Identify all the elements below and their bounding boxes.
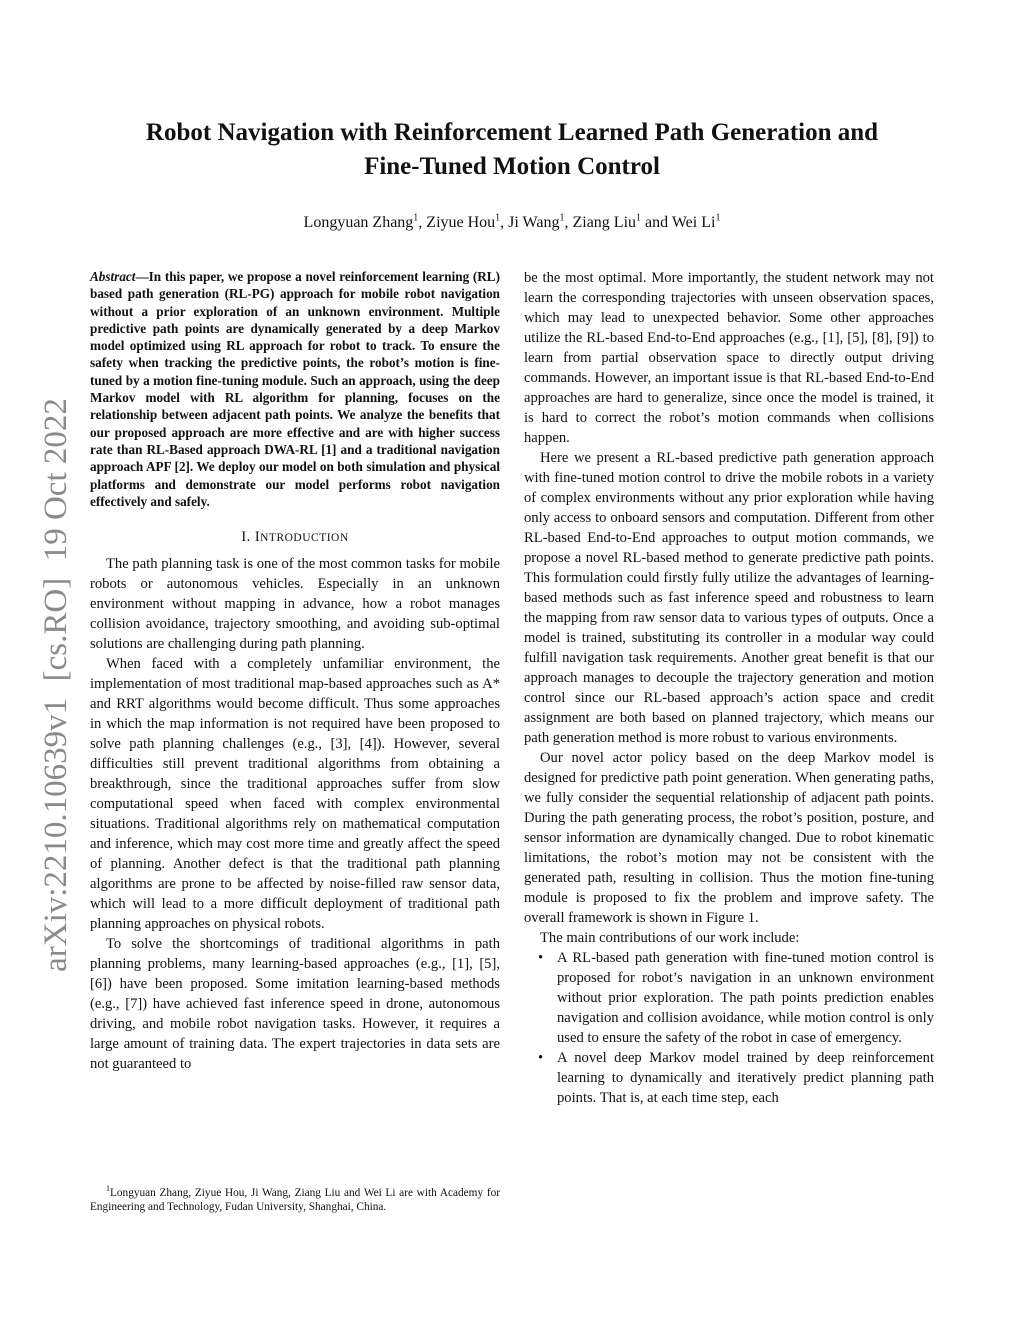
paper-title [80, 116, 944, 184]
title-line-2: Fine-Tuned Motion Control [364, 153, 660, 180]
abstract-label: Abstract [90, 269, 136, 284]
contributions-list [524, 948, 934, 1108]
paragraph: The path planning task is one of the most common tasks for mobile robots or autonomous vehicles. Especially in an unknown environment without mapping in advance, how a robot manages collision avoidance, trajectory smoothing, and avoiding sub-optimal solutions are challenging during path planning. [90, 556, 500, 653]
left-column [90, 268, 500, 1074]
paragraph: Here we present a RL-based predictive path generation approach with fine-tuned motion control to drive the mobile robots in a variety of complex environments without any prior exploration while having only access to onboard sensors and computation. Different from other RL-based End-to-End approaches to output motion commands, we propose a novel RL-based method to generate predictive path points. This formulation could firstly fully utilize the advantages of learning-based methods such as fast inference speed and robustness to learn the mapping from raw sensor data to various types of outputs. Once a model is trained, substituting its controller in a modular way could fulfill navigation task requirements. Another great benefit is that our approach manages to decouple the trajectory generation and motion control since our RL-based approach’s action space and credit assignment are both based on planned trajectory, which means our path generation method is more robust to various environments. [524, 450, 934, 746]
author: Ziyue Hou$^1$, [426, 213, 509, 232]
paragraph: When faced with a completely unfamiliar environment, the implementation of most traditional map-based approaches such as A* and RRT algorithms would become difficult. Thus some approaches in which the map information is not required have been proposed to solve path planning challenges (e.g., [3], [4]). However, several difficulties still prevent traditional algorithms from obtaining a breakthrough, since the traditional approaches suffer from slow computational speed when faced with complex environmental situations. Traditional algorithms rely on mathematical computation and inference, which may cost more time and greatly affect the speed of planning. Another defect is that the traditional path planning algorithms are prone to be affected by noise-filled raw sensor data, which will lead to a more difficult deployment of traditional path planning approaches on physical robots. [90, 656, 500, 933]
author: Ji Wang$^1$, [508, 213, 573, 232]
paragraph: Our novel actor policy based on the deep Markov model is designed for predictive path point generation. When generating paths, we fully consider the sequential relationship of adjacent path points. During the path generating process, the robot’s position, posture, and sensor information are dynamically changed. Due to robot kinematic limitations, the robot’s motion may not be consistent with the generated path, resulting in collision. Thus the motion fine-tuning module is proposed to fix the problem and improve safety. The overall framework is shown in Figure 1. [524, 750, 934, 926]
paragraph: be the most optimal. More importantly, the student network may not learn the corresponding trajectories with unseen observation spaces, which may lead to unexpected behavior. Some other approaches utilize the RL-based End-to-End approaches (e.g., [1], [5], [8], [9]) to learn from partial observation space to directly output driving commands. However, an important issue is that RL-based End-to-End approaches are hard to generalize, since once the model is trained, it is hard to correct the robot’s motion commands when collisions happen. [524, 270, 934, 446]
affiliation-footnote: $^1$Longyuan Zhang, Ziyue Hou, Ji Wang, Ziang Liu and Wei Li are with Academy for Engineering and Technology, Fudan University, Shanghai, China. [90, 1184, 500, 1214]
title-line-1: Robot Navigation with Reinforcement Learned Path Generation and [145, 119, 879, 146]
bullet-icon: • [538, 950, 544, 966]
author: Longyuan Zhang$^1$, [303, 213, 427, 232]
section-heading-introduction: I. INTRODUCTION [241, 529, 349, 546]
paragraph: The main contributions of our work include: [540, 930, 800, 946]
list-item: • A novel deep Markov model trained by deep reinforcement learning to dynamically and iteratively predict planning path points. That is, at each time step, each [538, 1050, 934, 1106]
author-list [80, 208, 944, 234]
abstract: Abstract—In this paper, we propose a novel reinforcement learning (RL) based path generation (RL-PG) approach for mobile robot navigation without a prior exploration of an unknown environment. Multiple predictive path points are dynamically generated by a deep Markov model optimized using RL approach for robot to track. To ensure the safety when tracking the predictive points, the robot’s motion is fine-tuned by a motion fine-tuning module. Such an approach, using the deep Markov model with RL algorithm for planning, focuses on the relationship between adjacent path points. We analyze the benefits that our proposed approach are more effective and are with higher success rate than RL-Based approach DWA-RL [1] and a traditional navigation approach APF [2]. We deploy our model on both simulation and physical platforms and demonstrate our model performs robot navigation effectively and safely. [90, 269, 500, 509]
abstract-text: In this paper, we propose a novel reinforcement learning (RL) based path generation (RL-PG) approach for mobile robot navigation without a prior exploration of an unknown environment. Multiple predictive path points are dynamically generated by a deep Markov model optimized using RL approach for robot to track. To ensure the safety when tracking the predictive points, the robot’s motion is fine-tuned by a motion fine-tuning module. Such an approach, using the deep Markov model with RL algorithm for planning, focuses on the relationship between adjacent path points. We analyze the benefits that our proposed approach are more effective and are with higher success rate than RL-Based approach DWA-RL [1] and a traditional navigation approach APF [2]. We deploy our model on both simulation and physical platforms and demonstrate our model performs robot navigation effectively and safely. [90, 269, 500, 509]
list-item: • A RL-based path generation with fine-tuned motion control is proposed for robot’s navigation in an unknown environment without prior exploration. The path points prediction enables navigation and collision avoidance, while motion control is only used to ensure the safety of the robot in case of emergency. [538, 950, 934, 1046]
author: Wei Li$^1$ [671, 213, 721, 232]
paragraph: To solve the shortcomings of traditional algorithms in path planning problems, many learning-based approaches (e.g., [1], [5], [6]) have been proposed. Some imitation learning-based methods (e.g., [7]) have achieved fast inference speed in drone, autonomous driving, and mobile robot navigation tasks. However, it requires a large amount of training data. The expert trajectories in data sets are not guaranteed to [90, 936, 500, 1073]
arxiv-identifier: arXiv:2210.10639v1 [cs.RO] 19 Oct 2022 [38, 398, 74, 972]
author: Ziang Liu$^1$ and [572, 213, 672, 232]
right-column [524, 268, 934, 1108]
bullet-icon: • [538, 1050, 544, 1066]
